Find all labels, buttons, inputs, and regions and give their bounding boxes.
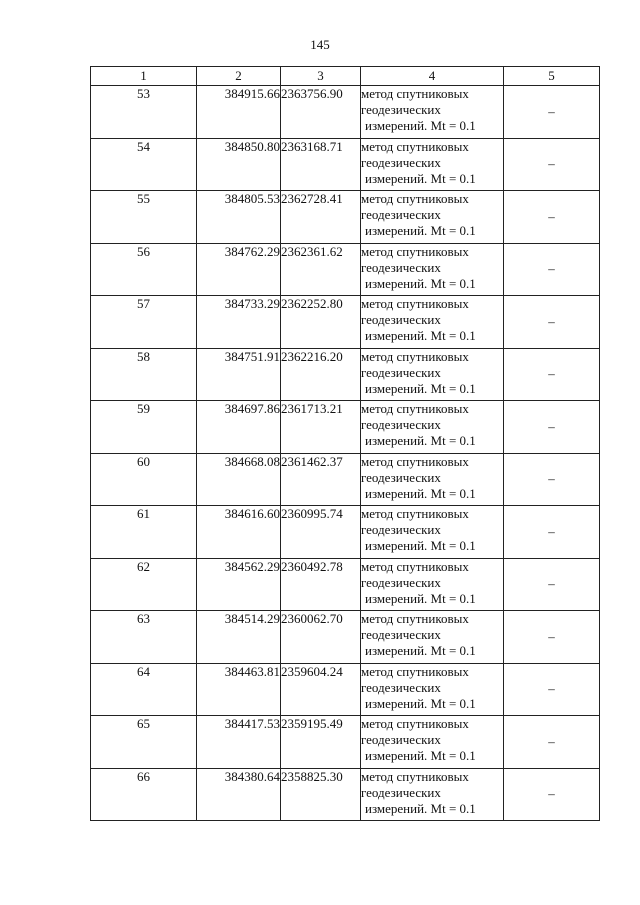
method-line: геодезических [361,784,441,800]
note-cell: – [504,296,600,349]
table-row [91,296,600,349]
table-row [91,348,600,401]
table-row [91,191,600,244]
method-cell [361,768,504,821]
method-cell [361,611,504,664]
point-number-cell: 57 [91,296,197,349]
note-cell: – [504,716,600,769]
method-line: геодезических [361,154,441,170]
method-line: метод спутниковых [361,243,469,259]
method-cell [361,243,504,296]
note-cell: – [504,453,600,506]
table-row [91,86,600,139]
method-line: измерений. Mt = 0.1 [365,433,476,448]
method-line: геодезических [361,364,441,380]
point-number-cell: 62 [91,558,197,611]
method-line: геодезических [361,207,441,222]
x-coordinate-cell: 384805.53 [197,191,281,244]
table-row [91,243,600,296]
coordinates-table [90,66,600,821]
note-cell: – [504,138,600,191]
method-line: метод спутниковых [361,558,469,574]
note-cell: – [504,506,600,559]
method-line: измерений. Mt = 0.1 [365,275,476,291]
table-row [91,663,600,716]
x-coordinate-cell: 384417.53 [197,716,281,769]
table-row [91,506,600,559]
page-number: 145 [310,37,330,52]
x-coordinate-cell: 384463.81 [197,663,281,716]
method-line: измерений. Mt = 0.1 [365,590,476,606]
method-line: измерений. Mt = 0.1 [365,328,476,343]
y-coordinate-cell: 2360995.74 [281,506,361,559]
method-line: измерений. Mt = 0.1 [365,800,476,816]
table-row [91,401,600,454]
x-coordinate-cell: 384562.29 [197,558,281,611]
method-line: геодезических [361,312,441,327]
point-number-cell: 53 [91,86,197,139]
point-number-cell: 56 [91,243,197,296]
method-cell [361,138,504,191]
y-coordinate-cell: 2359195.49 [281,716,361,769]
method-line: измерений. Mt = 0.1 [365,485,476,501]
y-coordinate-cell: 2361713.21 [281,401,361,454]
x-coordinate-cell: 384850.80 [197,138,281,191]
table-row [91,453,600,506]
note-cell: – [504,558,600,611]
method-line: метод спутниковых [361,348,469,364]
method-line: измерений. Mt = 0.1 [365,380,476,396]
method-line: измерений. Mt = 0.1 [365,538,476,553]
method-cell [361,296,504,349]
y-coordinate-cell: 2362361.62 [281,243,361,296]
method-cell [361,558,504,611]
method-line: метод спутниковых [361,768,469,784]
method-line: метод спутниковых [361,191,469,206]
x-coordinate-cell: 384762.29 [197,243,281,296]
method-line: геодезических [361,679,441,695]
note-cell: – [504,348,600,401]
x-coordinate-cell: 384616.60 [197,506,281,559]
note-cell: – [504,401,600,454]
column-header: 5 [504,67,600,86]
method-line: геодезических [361,732,441,747]
x-coordinate-cell: 384697.86 [197,401,281,454]
method-line: измерений. Mt = 0.1 [365,118,476,133]
x-coordinate-cell: 384668.08 [197,453,281,506]
point-number-cell: 54 [91,138,197,191]
point-number-cell: 61 [91,506,197,559]
method-line: измерений. Mt = 0.1 [365,170,476,186]
point-number-cell: 58 [91,348,197,401]
point-number-cell: 60 [91,453,197,506]
method-line: метод спутниковых [361,716,469,731]
x-coordinate-cell: 384514.29 [197,611,281,664]
x-coordinate-cell: 384915.66 [197,86,281,139]
method-line: геодезических [361,522,441,537]
method-line: измерений. Mt = 0.1 [365,643,476,658]
x-coordinate-cell: 384751.91 [197,348,281,401]
method-line: измерений. Mt = 0.1 [365,748,476,763]
method-line: метод спутниковых [361,611,469,626]
method-line: метод спутниковых [361,506,469,521]
y-coordinate-cell: 2362728.41 [281,191,361,244]
y-coordinate-cell: 2362216.20 [281,348,361,401]
method-cell [361,348,504,401]
table-header-row [91,67,600,86]
y-coordinate-cell: 2358825.30 [281,768,361,821]
table-row [91,768,600,821]
x-coordinate-cell: 384380.64 [197,768,281,821]
y-coordinate-cell: 2362252.80 [281,296,361,349]
note-cell: – [504,663,600,716]
point-number-cell: 65 [91,716,197,769]
method-line: геодезических [361,574,441,590]
note-cell: – [504,243,600,296]
method-line: геодезических [361,469,441,485]
column-header: 1 [91,67,197,86]
method-line: геодезических [361,102,441,117]
table-row [91,611,600,664]
y-coordinate-cell: 2363756.90 [281,86,361,139]
point-number-cell: 55 [91,191,197,244]
table-row [91,558,600,611]
method-line: геодезических [361,627,441,642]
method-line: метод спутниковых [361,86,469,101]
y-coordinate-cell: 2359604.24 [281,663,361,716]
column-header: 2 [197,67,281,86]
method-line: геодезических [361,417,441,432]
column-header: 3 [281,67,361,86]
point-number-cell: 59 [91,401,197,454]
method-cell [361,506,504,559]
method-cell [361,191,504,244]
method-line: метод спутниковых [361,138,469,154]
y-coordinate-cell: 2363168.71 [281,138,361,191]
column-header: 4 [361,67,504,86]
note-cell: – [504,86,600,139]
table-row [91,716,600,769]
method-cell [361,716,504,769]
method-line: метод спутниковых [361,663,469,679]
method-cell [361,453,504,506]
method-line: метод спутниковых [361,401,469,416]
y-coordinate-cell: 2361462.37 [281,453,361,506]
note-cell: – [504,611,600,664]
method-line: геодезических [361,259,441,275]
y-coordinate-cell: 2360062.70 [281,611,361,664]
note-cell: – [504,768,600,821]
method-cell [361,86,504,139]
point-number-cell: 64 [91,663,197,716]
table-row [91,138,600,191]
point-number-cell: 66 [91,768,197,821]
method-cell [361,401,504,454]
point-number-cell: 63 [91,611,197,664]
y-coordinate-cell: 2360492.78 [281,558,361,611]
method-line: измерений. Mt = 0.1 [365,695,476,711]
method-line: измерений. Mt = 0.1 [365,223,476,238]
method-line: метод спутниковых [361,296,469,311]
x-coordinate-cell: 384733.29 [197,296,281,349]
method-line: метод спутниковых [361,453,469,469]
method-cell [361,663,504,716]
note-cell: – [504,191,600,244]
